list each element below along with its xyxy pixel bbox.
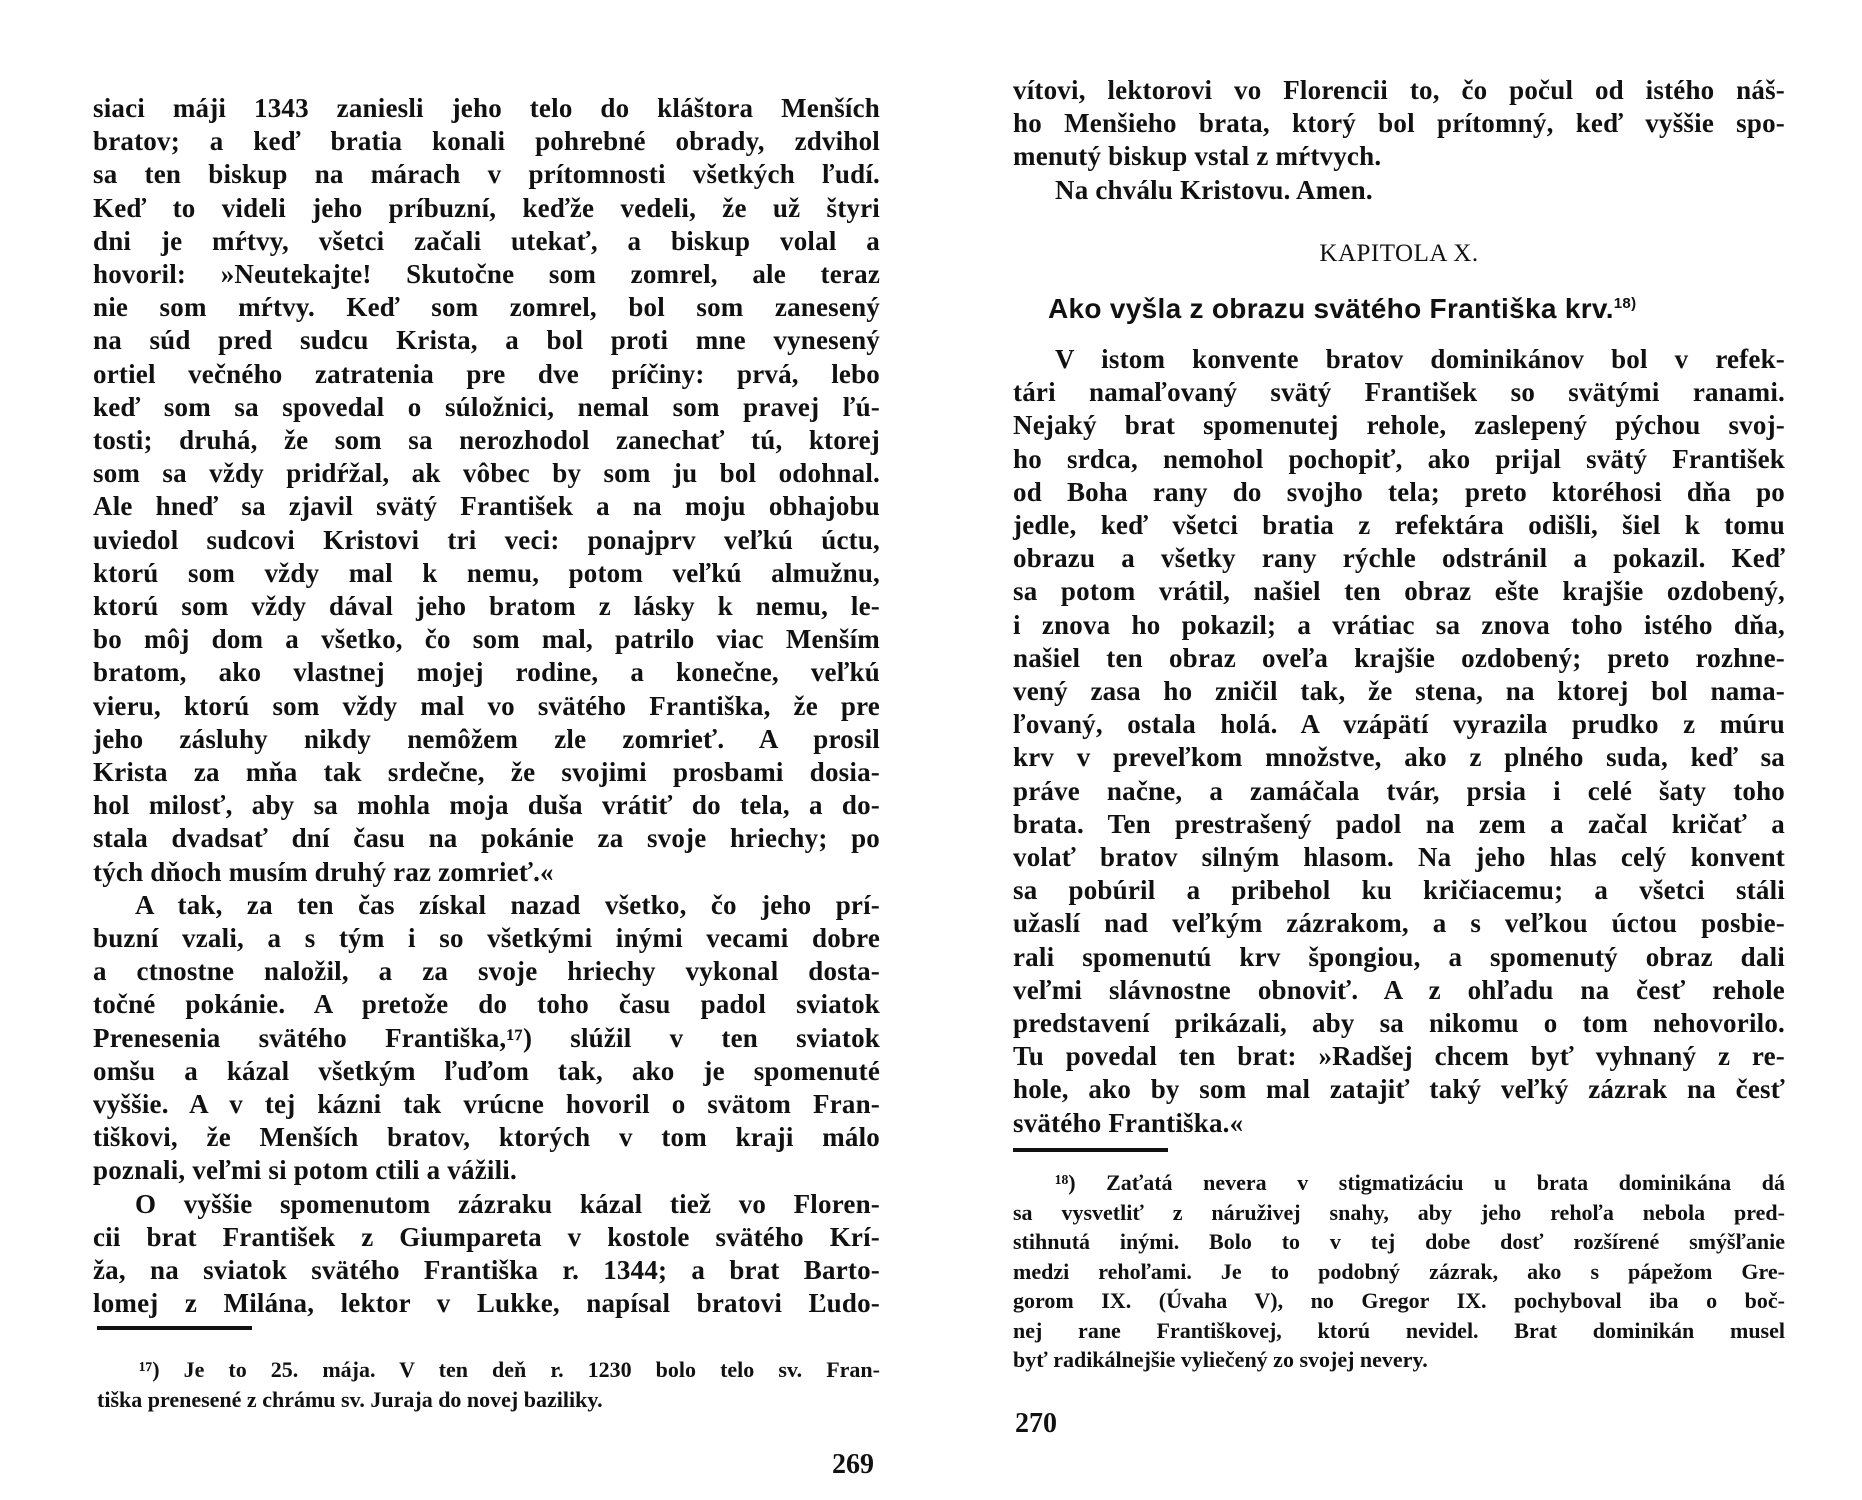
body-line: ža, na sviatok svätého Františka r. 1344; a brat Barto-	[93, 1255, 880, 1285]
body-line: A tak, za ten čas získal nazad všetko, čo jeho prí-	[135, 889, 880, 920]
right-page-number: 270	[1015, 1408, 1057, 1439]
body-line: Prenesenia svätého Františka,¹⁷) slúžil v ten sviatok	[93, 1022, 880, 1053]
left-page-number-text: 269	[832, 1449, 874, 1480]
left-footnote-rule	[97, 1326, 252, 1330]
body-line: Na chválu Kristovu. Amen.	[1055, 174, 1373, 205]
footnote-line: ¹⁸) Zaťatá nevera v stigmatizáciu u brata dominikána dá	[1055, 1170, 1785, 1195]
body-line: vieru, ktorú som vždy mal vo svätého Františka, že pre	[93, 690, 880, 721]
body-line: hovoril: »Neutekajte! Skutočne som zomrel, ale teraz	[93, 259, 880, 289]
footnote-line: tiška prenesené z chrámu sv. Juraja do novej baziliky.	[97, 1387, 603, 1412]
body-line: bratom, ako vlastnej mojej rodine, a konečne, veľkú	[93, 657, 880, 688]
body-line: som sa vždy pridŕžal, ak vôbec by som ju bol odohnal.	[93, 458, 880, 489]
body-line: tári namaľovaný svätý František so svätými ranami.	[1013, 377, 1785, 408]
body-line: hole, ako by som mal zatajiť taký veľký zázrak na česť	[1013, 1074, 1785, 1105]
body-line: práve načne, a zamáčala tvár, prsia i celé šaty toho	[1013, 775, 1785, 806]
body-line: ho srdca, nemohol pochopiť, ako prijal svätý František	[1013, 443, 1785, 474]
body-line: keď som sa spovedal o súložnici, nemal som pravej ľú-	[93, 391, 880, 422]
body-line: tých dňoch musím druhý raz zomrieť.«	[93, 856, 554, 887]
body-line: dni je mŕtvy, všetci začali utekať, a biskup volal a	[93, 225, 880, 256]
body-line: jeho zásluhy nikdy nemôžem zle zomrieť. A prosil	[93, 723, 880, 754]
right-page	[931, 0, 1862, 1500]
body-line: točné pokánie. A pretože do toho času padol sviatok	[93, 989, 880, 1020]
body-line: buzní vzali, a s tým i so všetkými inými vecami dobre	[93, 923, 880, 953]
left-page-number	[832, 1449, 892, 1480]
body-line: obrazu a všetky rany rýchle odstránil a pokazil. Keď	[1013, 543, 1785, 574]
body-line: stala dvadsať dní času na pokánie za svoje hriechy; po	[93, 823, 880, 854]
body-line: vený zasa ho zničil tak, že stena, na ktorej bol nama-	[1013, 676, 1785, 706]
body-line: V istom konvente bratov dominikánov bol v refek-	[1055, 344, 1785, 374]
body-line: uviedol sudcovi Kristovi tri veci: ponajprv veľkú úctu,	[93, 524, 880, 555]
body-line: ktorú som vždy dával jeho bratom z lásky k nemu, le-	[93, 591, 880, 621]
body-line: tosti; druhá, že som sa nerozhodol zanechať tú, ktorej	[93, 425, 880, 455]
body-line: i znova ho pokazil; a vrátiac sa znova toho istého dňa,	[1013, 609, 1785, 640]
body-line: Nejaký brat spomenutej rehole, zaslepený pýchou svoj-	[1013, 410, 1785, 441]
body-line: brata. Ten prestrašený padol na zem a začal kričať a	[1013, 808, 1785, 839]
body-line: menutý biskup vstal z mŕtvych.	[1013, 141, 1382, 172]
body-line: sa potom vrátil, našiel ten obraz ešte krajšie ozdobený,	[1013, 576, 1785, 607]
body-line: predstavení prikázali, aby sa nikomu o tom nehovorilo.	[1013, 1008, 1785, 1038]
body-line: siaci máji 1343 zaniesli jeho telo do kláštora Menších	[93, 93, 880, 123]
body-line: ortiel večného zatratenia pre dve príčiny: prvá, lebo	[93, 358, 880, 389]
body-line: našiel ten obraz oveľa krajšie ozdobený; preto rozhne-	[1013, 642, 1785, 673]
body-line: bo môj dom a všetko, čo som mal, patrilo viac Menším	[93, 624, 880, 655]
footnote-line: ¹⁷) Je to 25. mája. V ten deň r. 1230 bolo telo sv. Fran-	[139, 1357, 880, 1382]
body-line: Krista za mňa tak srdečne, že svojimi prosbami dosia-	[93, 757, 880, 787]
body-line: nie som mŕtvy. Keď som zomrel, bol som zanesený	[93, 292, 880, 323]
body-line: poznali, veľmi si potom ctili a vážili.	[93, 1155, 517, 1186]
body-line: rali spomenutú krv špongiou, a spomenutý obraz dali	[1013, 941, 1785, 972]
body-line: sa pobúril a pribehol ku kričiacemu; a všetci stáli	[1013, 875, 1785, 906]
body-line: na súd pred sudcu Krista, a bol proti mne vynesený	[93, 325, 880, 356]
chapter-label: KAPITOLA X.	[1319, 240, 1479, 267]
body-line: O vyššie spomenutom zázraku kázal tiež vo Floren-	[135, 1188, 880, 1219]
chapter-title-text: Ako vyšla z obrazu svätého Františka krv.	[1048, 293, 1614, 324]
body-line: ktorú som vždy mal k nemu, potom veľkú almužnu,	[93, 557, 880, 588]
body-line: sa ten biskup na márach v prítomnosti všetkých ľudí.	[93, 159, 880, 190]
body-line: ho Menšieho brata, ktorý bol prítomný, keď vyššie spo-	[1013, 108, 1785, 139]
body-line: krv v preveľkom množstve, ako z plného suda, keď sa	[1013, 742, 1785, 773]
footnote-line: sa vysvetliť z náruživej snahy, aby jeho rehoľa nebola pred-	[1013, 1199, 1785, 1225]
body-line: svätého Františka.«	[1013, 1107, 1244, 1138]
body-line: veľmi slávnostne obnoviť. A z ohľadu na česť rehole	[1013, 974, 1785, 1005]
body-line: volať bratov silným hlasom. Na jeho hlas celý konvent	[1013, 842, 1785, 872]
chapter-title	[1048, 293, 1636, 325]
footnote-line: stihnutá inými. Bolo to v tej dobe dosť rozšírené smýšľanie	[1013, 1229, 1785, 1254]
body-line: užaslí nad veľkým zázrakom, a s veľkou úctou posbie-	[1013, 908, 1785, 939]
right-footnote-rule	[1013, 1148, 1168, 1152]
chapter-title-footnote-ref: 18)	[1613, 295, 1637, 312]
body-line: a ctnostne naložil, a za svoje hriechy vykonal dosta-	[93, 956, 880, 987]
body-line: lomej z Milána, lektor v Lukke, napísal bratovi Ľudo-	[93, 1288, 880, 1319]
body-line: Tu povedal ten brat: »Radšej chcem byť vyhnaný z re-	[1013, 1041, 1785, 1072]
body-line: od Boha rany do svojho tela; preto ktoréhosi dňa po	[1013, 476, 1785, 507]
body-line: vyššie. A v tej kázni tak vrúcne hovoril o svätom Fran-	[93, 1089, 880, 1119]
body-line: Ale hneď sa zjavil svätý František a na moju obhajobu	[93, 491, 880, 522]
body-line: vítovi, lektorovi vo Florencii to, čo počul od istého náš-	[1013, 75, 1785, 105]
body-line: Keď to videli jeho príbuzní, keďže vedeli, že už štyri	[93, 192, 880, 223]
body-line: cii brat František z Giumpareta v kostole svätého Krí-	[93, 1221, 880, 1252]
body-line: bratov; a keď bratia konali pohrebné obrady, zdvihol	[93, 126, 880, 157]
footnote-line: medzi rehoľami. Je to podobný zázrak, ako s pápežom Gre-	[1013, 1258, 1785, 1284]
body-line: hol milosť, aby sa mohla moja duša vrátiť do tela, a do-	[93, 790, 880, 821]
body-line: ľovaný, ostala holá. A vzápätí vyrazila prudko z múru	[1013, 709, 1785, 740]
footnote-line: nej rane Františkovej, ktorú nevidel. Brat dominikán musel	[1013, 1317, 1785, 1343]
body-line: jedle, keď všetci bratia z refektára odišli, šiel k tomu	[1013, 510, 1785, 540]
footnote-line: byť radikálnejšie vyliečený zo svojej nevery.	[1013, 1347, 1428, 1372]
footnote-line: gorom IX. (Úvaha V), no Gregor IX. pochyboval iba o boč-	[1013, 1288, 1785, 1313]
body-line: tiškovi, že Menších bratov, ktorých v tom kraji málo	[93, 1122, 880, 1153]
body-line: omšu a kázal všetkým ľuďom tak, ako je spomenuté	[93, 1055, 880, 1086]
